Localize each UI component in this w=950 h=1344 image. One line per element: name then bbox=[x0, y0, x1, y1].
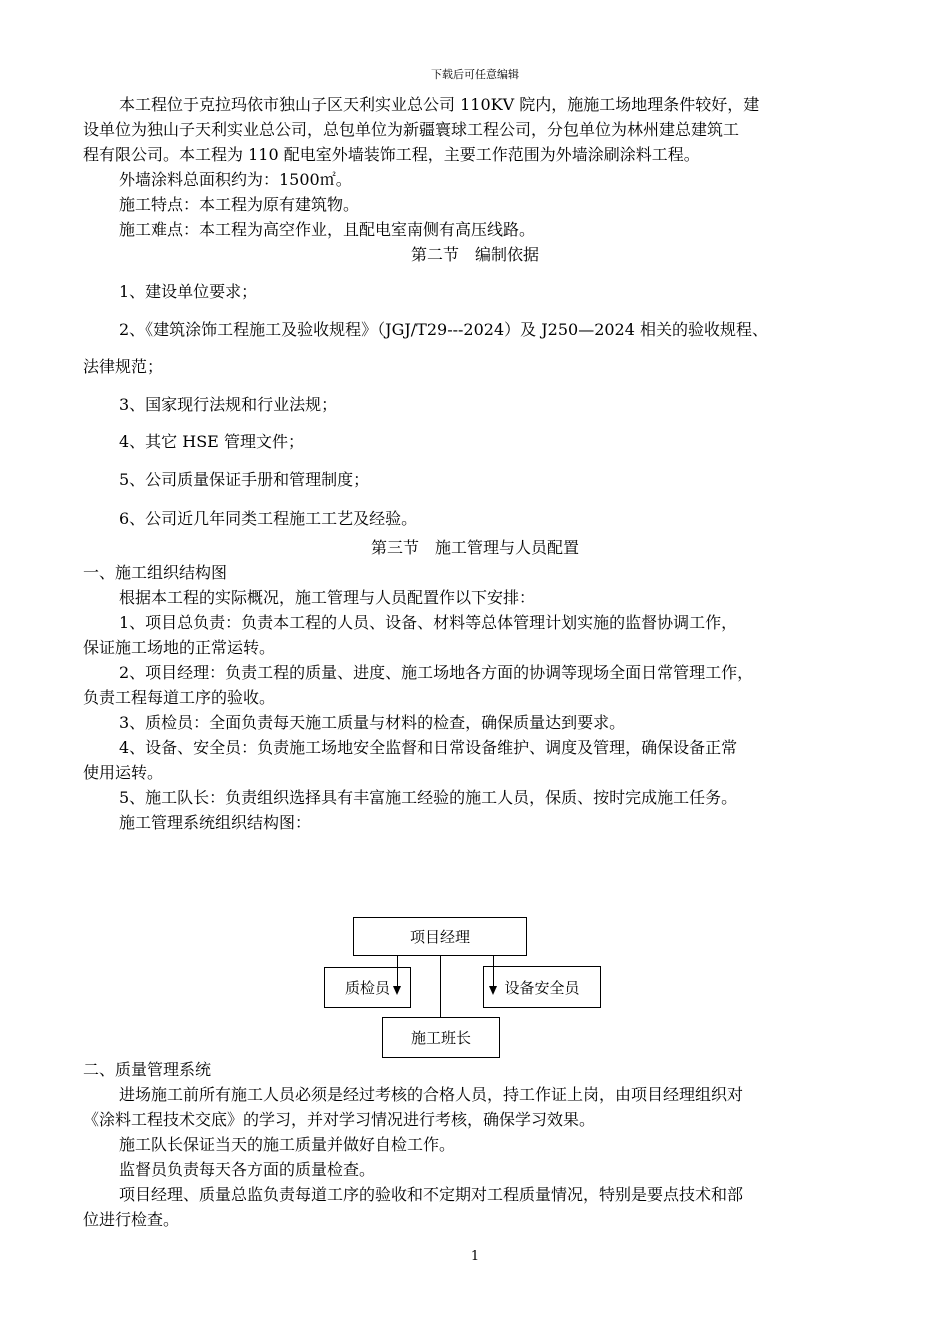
quality-line-4: 监督员负责每天各方面的质量检查。 bbox=[119, 1160, 376, 1179]
section3-line-10: 施工管理系统组织结构图： bbox=[119, 813, 312, 832]
section2-title: 第二节 编制依据 bbox=[410, 245, 539, 264]
arrow-down-icon bbox=[393, 986, 401, 995]
org-box-project-manager-label: 项目经理 bbox=[409, 928, 470, 946]
section3-subtitle: 一、施工组织结构图 bbox=[83, 563, 228, 582]
org-arrow-right-shaft bbox=[493, 955, 494, 987]
quality-line-2: 《涂料工程技术交底》的学习，并对学习情况进行考核，确保学习效果。 bbox=[83, 1110, 596, 1129]
intro-line-2: 设单位为独山子天利实业总公司，总包单位为新疆寰球工程公司，分包单位为林州建总建筑工 bbox=[83, 120, 740, 139]
section3-line-4: 2、项目经理：负责工程的质量、进度、施工场地各方面的协调等现场全面日常管理工作， bbox=[119, 663, 754, 682]
page-number: 1 bbox=[470, 1249, 480, 1264]
section3-title: 第三节 施工管理与人员配置 bbox=[370, 538, 579, 557]
org-box-quality-inspector-label: 质检员 bbox=[344, 979, 390, 997]
section3-line-6: 3、质检员：全面负责每天施工质量与材料的检查，确保质量达到要求。 bbox=[119, 713, 626, 732]
org-connector-line bbox=[440, 955, 441, 1019]
org-box-team-leader-label: 施工班长 bbox=[410, 1029, 471, 1047]
section2-item-2-cont: 法律规范； bbox=[83, 357, 164, 376]
section2-item-5: 5、公司质量保证手册和管理制度； bbox=[119, 470, 370, 489]
section3-line-2: 1、项目总负责：负责本工程的人员、设备、材料等总体管理计划实施的监督协调工作， bbox=[119, 613, 738, 632]
org-arrow-left-shaft bbox=[397, 955, 398, 987]
section2-item-4: 4、其它 HSE 管理文件； bbox=[119, 432, 304, 451]
section3-line-3: 保证施工场地的正常运转。 bbox=[83, 638, 276, 657]
org-box-team-leader bbox=[382, 1017, 500, 1058]
quality-line-5: 项目经理、质量总监负责每道工序的验收和不定期对工程质量情况，特别是要点技术和部 bbox=[119, 1185, 744, 1204]
section3-line-9: 5、施工队长：负责组织选择具有丰富施工经验的施工人员，保质、按时完成施工任务。 bbox=[119, 788, 738, 807]
section2-item-6: 6、公司近几年同类工程施工工艺及经验。 bbox=[119, 509, 418, 528]
section2-item-3: 3、国家现行法规和行业法规； bbox=[119, 395, 338, 414]
page-header: 下载后可任意编辑 bbox=[431, 68, 519, 81]
intro-difficulty: 施工难点：本工程为高空作业，且配电室南侧有高压线路。 bbox=[119, 220, 536, 239]
quality-line-1: 进场施工前所有施工人员必须是经过考核的合格人员，持工作证上岗，由项目经理组织对 bbox=[119, 1085, 744, 1104]
intro-line-3: 程有限公司。本工程为 110 配电室外墙装饰工程，主要工作范围为外墙涂刷涂料工程。 bbox=[83, 145, 700, 164]
org-box-project-manager bbox=[353, 917, 527, 956]
intro-area: 外墙涂料总面积约为：1500㎡。 bbox=[119, 170, 352, 189]
quality-title: 二、质量管理系统 bbox=[83, 1060, 212, 1079]
org-box-safety-officer bbox=[483, 966, 601, 1008]
quality-line-3: 施工队长保证当天的施工质量并做好自检工作。 bbox=[119, 1135, 456, 1154]
intro-feature: 施工特点：本工程为原有建筑物。 bbox=[119, 195, 360, 214]
section3-line-7: 4、设备、安全员：负责施工场地安全监督和日常设备维护、调度及管理，确保设备正常 bbox=[119, 738, 738, 757]
intro-line-1: 本工程位于克拉玛依市独山子区天利实业总公司 110KV 院内，施施工场地理条件较好，建 bbox=[119, 95, 760, 114]
section2-item-2: 2、《建筑涂饰工程施工及验收规程》（JGJ/T29---2024）及 J250—2024 相关的验收规程、 bbox=[119, 320, 768, 339]
section3-line-8: 使用运转。 bbox=[83, 763, 164, 782]
org-box-safety-officer-label: 设备安全员 bbox=[504, 978, 580, 997]
section3-line-1: 根据本工程的实际概况，施工管理与人员配置作以下安排： bbox=[119, 588, 536, 607]
quality-line-6: 位进行检查。 bbox=[83, 1210, 180, 1229]
section2-item-1: 1、建设单位要求； bbox=[119, 282, 258, 301]
arrow-down-icon bbox=[489, 986, 497, 995]
section3-line-5: 负责工程每道工序的验收。 bbox=[83, 688, 276, 707]
